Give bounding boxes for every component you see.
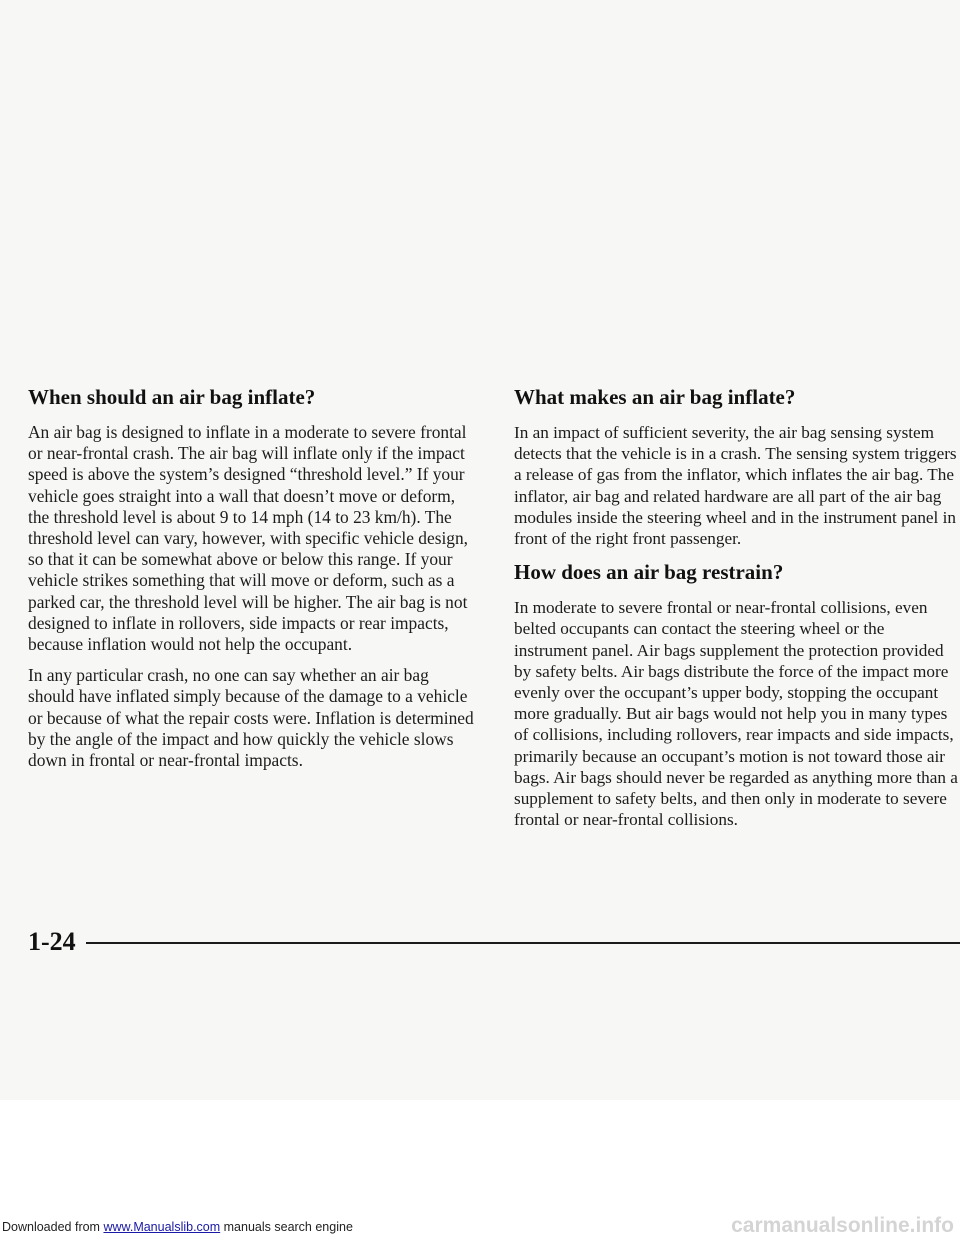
footer-divider (86, 942, 960, 944)
download-prefix: Downloaded from (2, 1220, 104, 1234)
heading-how-restrain: How does an air bag restrain? (514, 560, 784, 585)
site-watermark: carmanualsonline.info (731, 1214, 954, 1237)
paragraph-sensing-system: In an impact of sufficient severity, the air bag sensing system detects that the vehicle is in a crash. The sensing system triggers a release of gas from the inflator, which inflates the air bag. The inflator, air bag and related hardware are all part of the air bag modules inside the steering wheel and in the instrument panel in front of the right front passenger. (514, 423, 957, 549)
right-column (514, 384, 960, 840)
left-column (28, 384, 478, 781)
download-notice (2, 1220, 353, 1234)
paragraph-inflation-determined: In any particular crash, no one can say whether an air bag should have inflated simply because of the damage to a vehicle or because of what the repair costs were. Inflation is determined by the angle of the impact and how quickly the vehicle slows down in frontal or near-frontal impacts. (28, 665, 474, 771)
page-number: 1-24 (28, 927, 76, 956)
download-suffix: manuals search engine (220, 1220, 353, 1234)
paragraph-threshold: An air bag is designed to inflate in a moderate to severe frontal or near-frontal crash. The air bag will inflate only if the impact speed is above the system’s designed “threshold level.” If your vehicle goes straight into a wall that doesn’t move or deform, the threshold level is about 9 to 14 mph (14 to 23 km/h). The threshold level can vary, however, with specific vehicle design, so that it can be somewhat above or below this range. If your vehicle strikes something that will move or deform, such as a parked car, the threshold level will be higher. The air bag is not designed to inflate in rollovers, side impacts or rear impacts, because inflation would not help the occupant. (28, 422, 469, 655)
paragraph-restrain: In moderate to severe frontal or near-frontal collisions, even belted occupants can contact the steering wheel or the instrument panel. Air bags supplement the protection provided by safety belts. Air bags distribute the force of the impact more evenly over the occupant’s upper body, stopping the occupant more gradually. But air bags would not help you in many types of collisions, including rollovers, rear impacts and side impacts, primarily because an occupant’s motion is not toward those air bags. Air bags should never be regarded as anything more than a supplement to safety belts, and then only in moderate to severe frontal or near-frontal collisions. (514, 598, 958, 830)
heading-when-should-inflate: When should an air bag inflate? (28, 385, 316, 409)
heading-what-makes-inflate: What makes an air bag inflate? (514, 385, 796, 409)
manualslib-link[interactable]: www.Manualslib.com (103, 1220, 221, 1234)
